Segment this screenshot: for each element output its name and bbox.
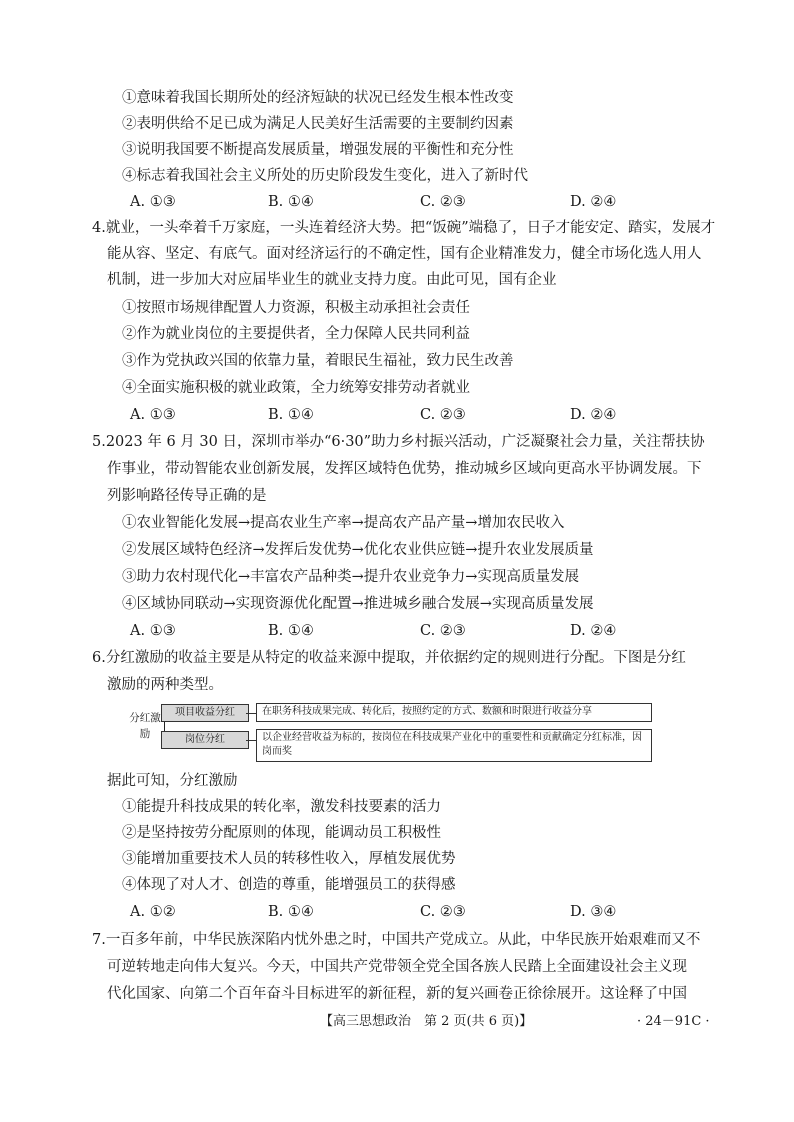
q4-choice-c: C. ②③ [420,407,466,423]
q6-option-4: ④体现了对人才、创造的尊重，能增强员工的获得感 [122,877,456,893]
diagram-tag-position-bonus: 岗位分红 [161,731,249,749]
q6-choice-b: B. ①④ [268,904,314,920]
q6-choice-c: C. ②③ [420,904,466,920]
page-footer-title: 【高三思想政治 第 2 页(共 6 页)】 [320,1014,533,1029]
q4-choices [130,405,650,425]
diagram-connector-2 [246,740,256,741]
diagram-connector-1 [246,713,256,714]
q5-stem-line-1: 5.2023 年 6 月 30 日，深圳市举办“6·30”助力乡村振兴活动，广泛凝聚社会力量，关注帮扶协 [92,434,705,450]
q6-option-2: ②是坚持按劳分配原则的体现，能调动员工积极性 [122,825,441,841]
q6-option-1: ①能提升科技成果的转化率，激发科技要素的活力 [122,799,441,815]
q3-option-1: ①意味着我国长期所处的经济短缺的状况已经发生根本性改变 [122,90,514,106]
q4-stem-line-3: 机制，进一步加大对应届毕业生的就业支持力度。由此可见，国有企业 [107,272,557,288]
q5-choice-b: B. ①④ [268,623,314,639]
q6-option-3: ③能增加重要技术人员的转移性收入，厚植发展优势 [122,851,456,867]
q4-option-1: ①按照市场规律配置人力资源，积极主动承担社会责任 [122,300,470,316]
q6-stem-line-1: 6.分红激励的收益主要是从特定的收益来源中提取，并依据约定的规则进行分配。下图是分红 [92,650,686,666]
diagram-tag-project-bonus: 项目收益分红 [161,704,249,722]
q5-option-4: ④区域协同联动→实现资源优化配置→推进城乡融合发展→实现高质量发展 [122,596,594,612]
q4-choice-a: A. ①③ [130,407,176,423]
q6-choice-d: D. ③④ [570,904,617,920]
q4-choice-b: B. ①④ [268,407,314,423]
q7-stem-line-1: 7.一百多年前，中华民族深陷内忧外患之时，中国共产党成立。从此，中华民族开始艰难而又不 [92,932,701,948]
q3-option-3: ③说明我国要不断提高发展质量，增强发展的平衡性和充分性 [122,142,514,158]
q7-stem-line-3: 代化国家、向第二个百年奋斗目标进军的新征程，新的复兴画卷正徐徐展开。这诠释了中国 [107,986,687,1002]
q6-stem-line-2: 激励的两种类型。 [107,677,223,693]
q6-choices [130,902,650,922]
page-footer-code: · 24－91C · [637,1014,710,1029]
q5-choices [130,621,650,641]
q3-choice-c: C. ②③ [420,194,466,210]
q5-choice-d: D. ②④ [570,623,617,639]
q6-lead: 据此可知，分红激励 [107,773,238,789]
q3-option-4: ④标志着我国社会主义所处的历史阶段发生变化，进入了新时代 [122,168,528,184]
q4-choice-d: D. ②④ [570,407,617,423]
q4-option-3: ③作为党执政兴国的依靠力量，着眼民生福祉，致力民生改善 [122,353,514,369]
q3-choice-b: B. ①④ [268,194,314,210]
diagram-root-label: 分红激励 [129,712,161,740]
q5-choice-c: C. ②③ [420,623,466,639]
q5-choice-a: A. ①③ [130,623,176,639]
q4-option-2: ②作为就业岗位的主要提供者，全力保障人民共同利益 [122,326,470,342]
q5-option-3: ③助力农村现代化→丰富农产品种类→提升农业竞争力→实现高质量发展 [122,569,579,585]
q4-stem-line-1: 4.就业，一头牵着千万家庭，一头连着经济大势。把“饭碗”端稳了，日子才能安定、踏实，发展才 [92,220,716,236]
q4-option-4: ④全面实施积极的就业政策，全力统筹安排劳动者就业 [122,380,470,396]
q3-choice-d: D. ②④ [570,194,617,210]
q6-choice-a: A. ①② [130,904,176,920]
q3-option-2: ②表明供给不足已成为满足人民美好生活需要的主要制约因素 [122,116,514,132]
q3-choice-a: A. ①③ [130,194,176,210]
q4-stem-line-2: 能从容、坚定、有底气。面对经济运行的不确定性，国有企业精准发力，健全市场化选人用人 [107,246,702,262]
diagram-desc-position-bonus: 以企业经营收益为标的，按岗位在科技成果产业化中的重要性和贡献确定分红标准，因岗而奖 [256,729,652,762]
q5-option-1: ①农业智能化发展→提高农业生产率→提高农产品产量→增加农民收入 [122,515,565,531]
q5-option-2: ②发展区域特色经济→发挥后发优势→优化农业供应链→提升农业发展质量 [122,542,594,558]
q3-choices [130,192,650,212]
diagram-desc-project-bonus: 在职务科技成果完成、转化后，按照约定的方式、数额和时限进行收益分享 [256,703,652,722]
q5-stem-line-2: 作事业，带动智能农业创新发展，发挥区域特色优势，推动城乡区域向更高水平协调发展。下 [107,461,702,477]
q5-stem-line-3: 列影响路径传导正确的是 [107,488,267,504]
q7-stem-line-2: 可逆转地走向伟大复兴。今天，中国共产党带领全党全国各族人民踏上全面建设社会主义现 [107,959,687,975]
bonus-incentive-diagram [118,700,658,762]
